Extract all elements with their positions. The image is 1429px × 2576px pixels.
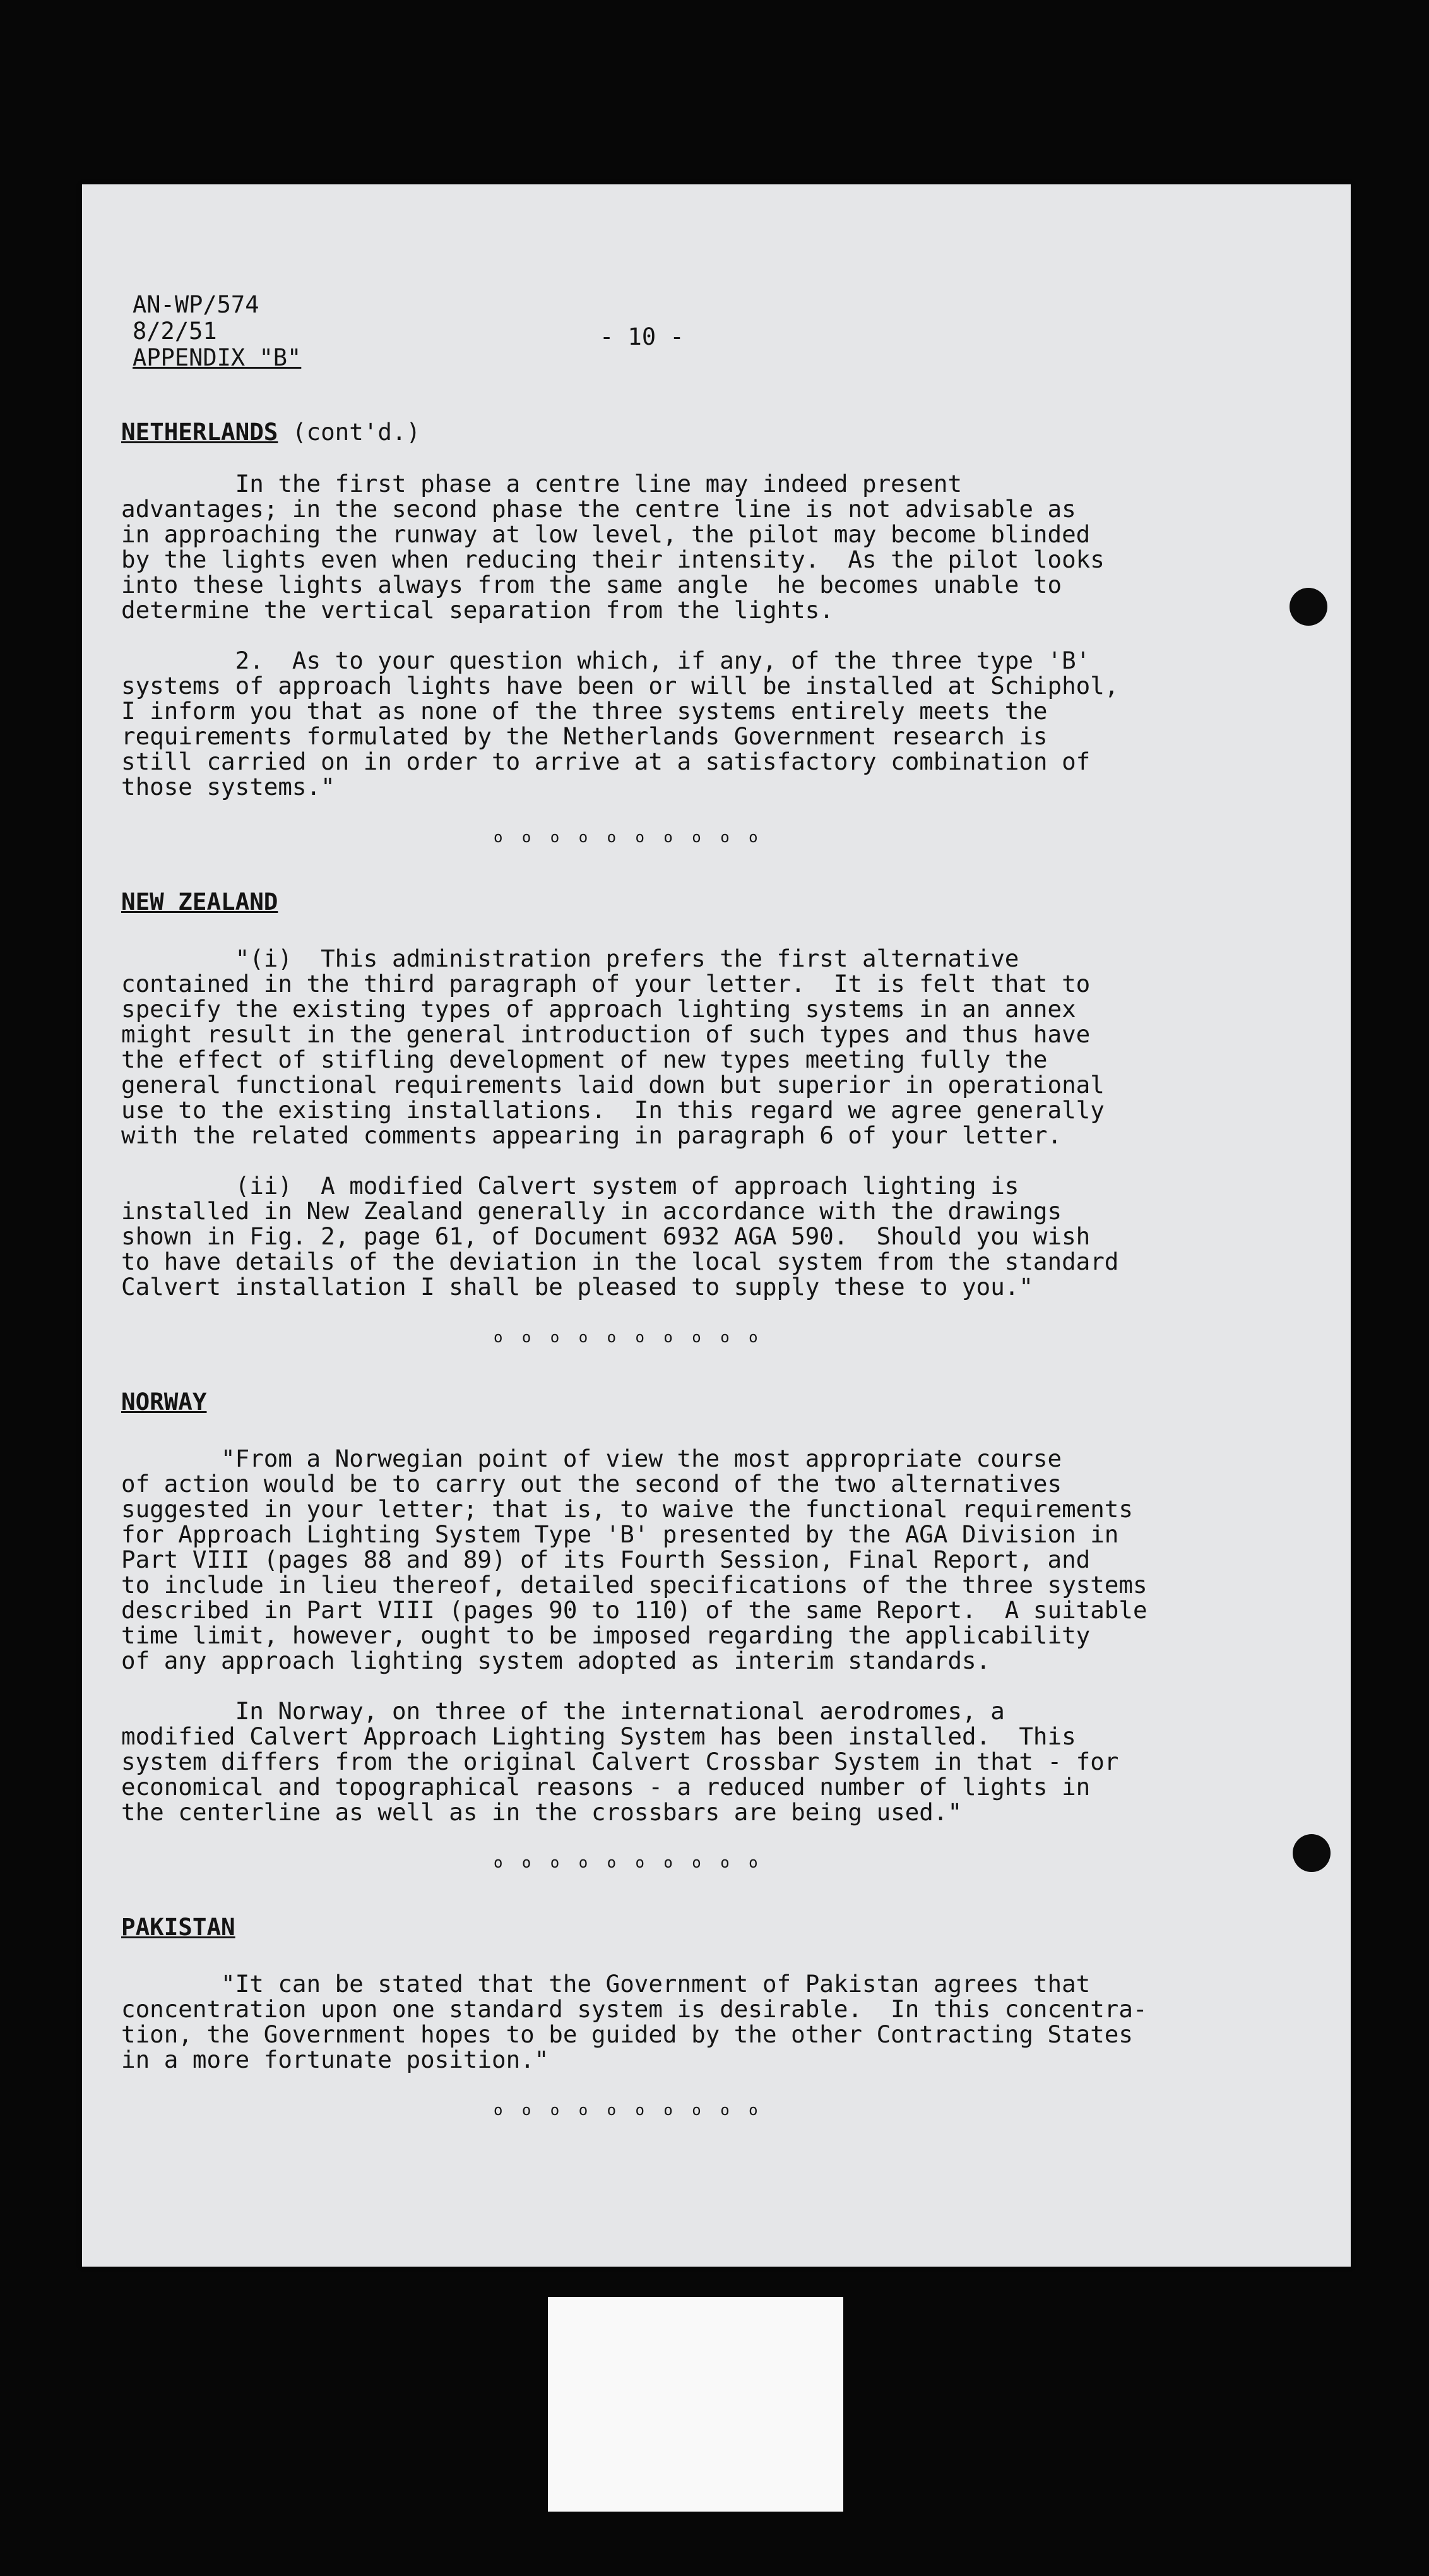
heading-country: NEW ZEALAND xyxy=(121,888,278,915)
heading-country: NETHERLANDS xyxy=(121,418,278,446)
section-separator: o o o o o o o o o o xyxy=(494,2101,763,2119)
appendix-label: APPENDIX "B" xyxy=(133,344,302,371)
section-heading xyxy=(121,889,1314,914)
heading-country: NORWAY xyxy=(121,1388,207,1416)
section-new-zealand xyxy=(121,889,1314,1299)
paragraph: In Norway, on three of the international aerodromes, a modified Calvert Approach Lighting System has been installed. This system differs from the original Calvert Crossbar System in that - for economical and topographical reasons - a reduced number of lights in the centerline as well as in the crossbars are being used." xyxy=(121,1697,1119,1826)
blank-label-card xyxy=(548,2297,843,2512)
section-heading xyxy=(121,1389,1314,1414)
section-separator: o o o o o o o o o o xyxy=(494,1328,763,1346)
paragraph: (ii) A modified Calvert system of approach lighting is installed in New Zealand generally in accordance with the drawings shown in Fig. 2, page 61, of Document 6932 AGA 590. Should you wish to have details of the deviation in the local system from the standard Calvert installation I shall be pleased to supply these to you." xyxy=(121,1172,1119,1301)
paragraph: In the first phase a centre line may indeed present advantages; in the second phase the centre line is not advisable as in approaching the runway at low level, the pilot may become blinded by the lights even when reducing their intensity. As the pilot looks into these lights always from the same angle he becomes unable to determine the vertical separation from the lights. xyxy=(121,470,1105,624)
document-reference-block xyxy=(133,292,301,371)
paragraph: 2. As to your question which, if any, of the three type 'B' systems of approach lights have been or will be installed at Schiphol, I inform you that as none of the three systems entirely meets the requirements formulated by the Netherlands Government research is still carried on in order to arrive at a satisfactory combination of those systems." xyxy=(121,647,1119,801)
paragraph: "(i) This administration prefers the first alternative contained in the third paragraph of your letter. It is felt that to specify the existing types of approach lighting systems in an annex might result in the general introduction of such types and thus have the effect of stifling development of new types meeting fully the general functional requirements laid down but superior in operational use to the existing installations. In this regard we agree generally with the related comments appearing in paragraph 6 of your letter. xyxy=(121,945,1105,1149)
section-separator: o o o o o o o o o o xyxy=(494,1854,763,1871)
heading-suffix: (cont'd.) xyxy=(278,418,421,446)
document-page xyxy=(82,184,1351,2267)
section-netherlands xyxy=(121,419,1314,799)
section-norway xyxy=(121,1389,1314,1825)
paragraph: "It can be stated that the Government of Pakistan agrees that concentration upon one standard system is desirable. In this concentra- tion, the Government hopes to be guided by the other Contracting States in a more fortunate position." xyxy=(121,1970,1147,2073)
document-date: 8/2/51 xyxy=(133,318,217,345)
page-number: - 10 - xyxy=(600,323,684,350)
section-pakistan xyxy=(121,1914,1314,2072)
document-code: AN-WP/574 xyxy=(133,291,259,318)
section-heading xyxy=(121,1914,1314,1940)
document-body xyxy=(121,419,1314,2162)
section-heading xyxy=(121,419,1314,444)
section-separator: o o o o o o o o o o xyxy=(494,828,763,846)
heading-country: PAKISTAN xyxy=(121,1913,235,1941)
paragraph: "From a Norwegian point of view the most appropriate course of action would be to carry out the second of the two alternatives suggested in your letter; that is, to waive the functional requirements for Approach Lighting System Type 'B' presented by the AGA Division in Part VIII (pages 88 and 89) of its Fourth Session, Final Report, and to include in lieu thereof, detailed specifications of the three systems described in Part VIII (pages 90 to 110) of the same Report. A suitable time limit, however, ought to be imposed regarding the applicability of any approach lighting system adopted as interim standards. xyxy=(121,1445,1147,1674)
